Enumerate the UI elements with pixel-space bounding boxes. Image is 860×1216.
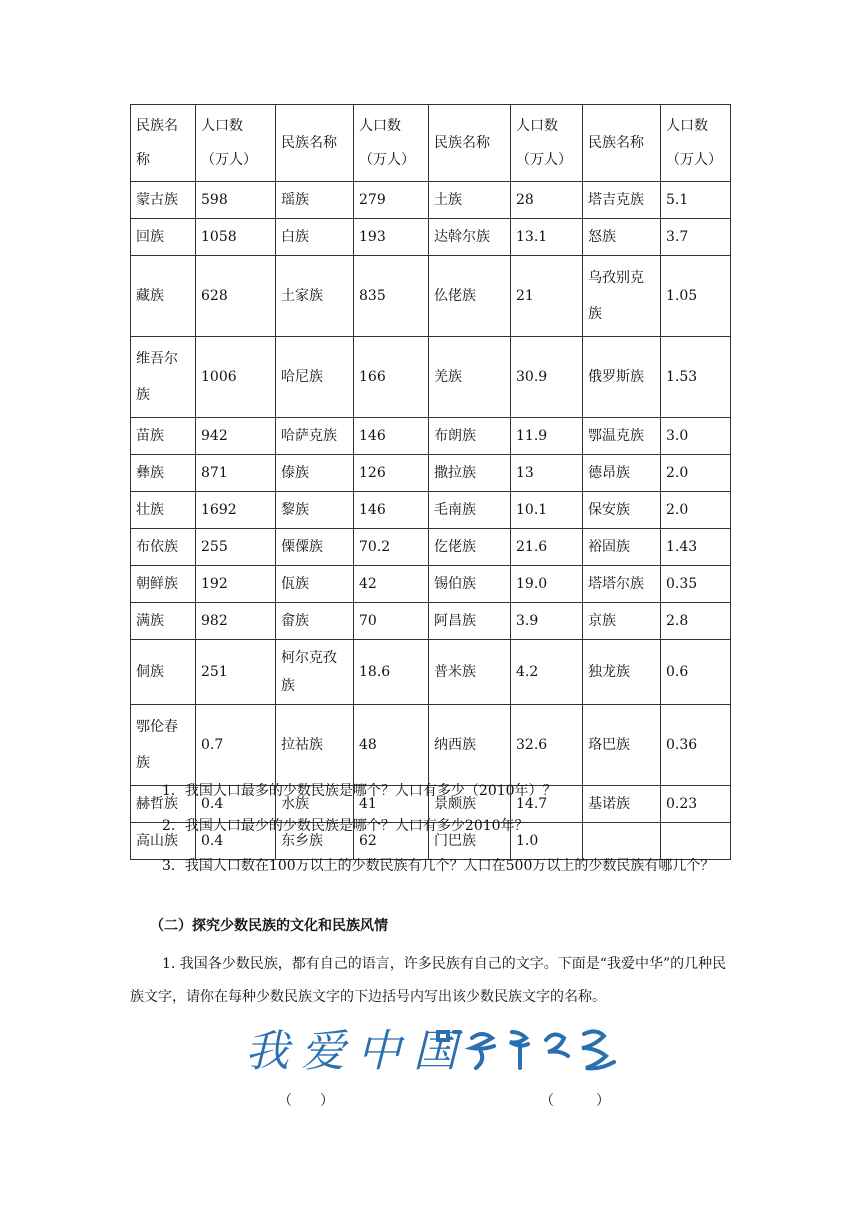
population-cell: 0.4 [196, 823, 276, 860]
table-row [131, 182, 731, 219]
population-cell: 30.9 [511, 337, 583, 418]
header-population: 人口数（万人） [354, 105, 429, 182]
table-header-row [131, 105, 731, 182]
population-cell: 5.1 [661, 182, 731, 219]
population-cell: 3.0 [661, 418, 731, 455]
population-cell: 41 [354, 786, 429, 823]
population-cell: 32.6 [511, 705, 583, 786]
question-2: 2．我国人口最少的少数民族是哪个？人口有多少2010年？ [162, 818, 529, 834]
ethnic-name-cell: 土家族 [276, 256, 354, 337]
header-ethnic-name: 民族名称 [276, 105, 354, 182]
intro-paragraph: 1. 我国各少数民族，都有自己的语言，许多民族有自己的文字。下面是“我爱中华”的几种民族文字，请你在每种少数民族文字的下边括号内写出该少数民族文字的名称。 [130, 956, 727, 1005]
header-population: 人口数（万人） [661, 105, 731, 182]
ethnic-name-cell: 纳西族 [429, 705, 511, 786]
ethnic-name-cell: 仫佬族 [429, 256, 511, 337]
ethnic-name-cell: 俄罗斯族 [583, 337, 661, 418]
population-cell: 279 [354, 182, 429, 219]
ethnic-name-cell: 哈萨克族 [276, 418, 354, 455]
table-row [131, 492, 731, 529]
ethnic-name-cell: 瑶族 [276, 182, 354, 219]
population-cell: 21 [511, 256, 583, 337]
ethnic-name-cell: 毛南族 [429, 492, 511, 529]
ethnic-name-cell: 阿昌族 [429, 603, 511, 640]
population-cell: 19.0 [511, 566, 583, 603]
population-cell: 62 [354, 823, 429, 860]
ethnic-name-cell: 羌族 [429, 337, 511, 418]
population-cell: 166 [354, 337, 429, 418]
ethnic-name-cell: 塔塔尔族 [583, 566, 661, 603]
chinese-script-text: 我爱中国 [245, 1026, 469, 1077]
ethnic-name-cell: 基诺族 [583, 786, 661, 823]
table-row [131, 219, 731, 256]
ethnic-name-cell: 东乡族 [276, 823, 354, 860]
ethnic-name-cell: 景颇族 [429, 786, 511, 823]
ethnic-name-cell: 拉祜族 [276, 705, 354, 786]
ethnic-name-cell: 侗族 [131, 640, 196, 705]
ethnic-name-cell: 土族 [429, 182, 511, 219]
ethnic-name-cell: 白族 [276, 219, 354, 256]
population-cell: 14.7 [511, 786, 583, 823]
population-cell: 3.7 [661, 219, 731, 256]
question-3: 3．我国人口数在100万以上的少数民族有几个？人口在500万以上的少数民族有哪几个？ [162, 858, 715, 874]
ethnic-name-cell: 锡伯族 [429, 566, 511, 603]
population-cell: 628 [196, 256, 276, 337]
population-cell: 255 [196, 529, 276, 566]
population-cell: 942 [196, 418, 276, 455]
population-cell: 1.43 [661, 529, 731, 566]
table-row [131, 566, 731, 603]
population-cell: 835 [354, 256, 429, 337]
population-cell: 13 [511, 455, 583, 492]
ethnic-name-cell: 鄂温克族 [583, 418, 661, 455]
ethnic-name-cell: 佤族 [276, 566, 354, 603]
header-ethnic-name: 民族名称 [131, 105, 196, 182]
population-cell: 0.7 [196, 705, 276, 786]
ethnic-name-cell: 乌孜别克族 [583, 256, 661, 337]
ethnic-name-cell: 畲族 [276, 603, 354, 640]
answer-blank-2[interactable]: （ ） [540, 1093, 610, 1109]
ethnic-name-cell: 德昂族 [583, 455, 661, 492]
ethnic-name-cell: 赫哲族 [131, 786, 196, 823]
table-row [131, 529, 731, 566]
table-row [131, 256, 731, 337]
population-cell: 13.1 [511, 219, 583, 256]
ethnic-name-cell: 京族 [583, 603, 661, 640]
ethnic-name-cell: 苗族 [131, 418, 196, 455]
table-row [131, 603, 731, 640]
ethnic-script-image [240, 1018, 660, 1080]
ethnic-name-cell: 布依族 [131, 529, 196, 566]
population-cell: 1692 [196, 492, 276, 529]
ethnic-name-cell: 布朗族 [429, 418, 511, 455]
ethnic-name-cell: 哈尼族 [276, 337, 354, 418]
population-cell: 2.0 [661, 455, 731, 492]
population-cell: 70 [354, 603, 429, 640]
population-cell: 2.0 [661, 492, 731, 529]
ethnic-name-cell: 门巴族 [429, 823, 511, 860]
population-cell: 0.36 [661, 705, 731, 786]
ethnic-name-cell: 保安族 [583, 492, 661, 529]
population-cell: 982 [196, 603, 276, 640]
population-cell: 871 [196, 455, 276, 492]
population-cell: 0.23 [661, 786, 731, 823]
table-row [131, 418, 731, 455]
population-cell: 146 [354, 418, 429, 455]
table-row [131, 640, 731, 705]
ethnic-name-cell: 鄂伦春族 [131, 705, 196, 786]
population-cell: 1.05 [661, 256, 731, 337]
population-cell: 10.1 [511, 492, 583, 529]
population-cell: 1006 [196, 337, 276, 418]
population-cell: 1.0 [511, 823, 583, 860]
population-cell: 146 [354, 492, 429, 529]
ethnic-name-cell: 珞巴族 [583, 705, 661, 786]
population-cell: 18.6 [354, 640, 429, 705]
population-cell: 42 [354, 566, 429, 603]
population-cell: 0.35 [661, 566, 731, 603]
population-cell: 193 [354, 219, 429, 256]
population-cell: 0.6 [661, 640, 731, 705]
table-row [131, 455, 731, 492]
ethnic-name-cell: 满族 [131, 603, 196, 640]
ethnic-name-cell: 高山族 [131, 823, 196, 860]
header-population: 人口数（万人） [196, 105, 276, 182]
population-cell: 192 [196, 566, 276, 603]
header-ethnic-name: 民族名称 [429, 105, 511, 182]
ethnic-name-cell: 傣族 [276, 455, 354, 492]
population-cell: 70.2 [354, 529, 429, 566]
ethnic-population-table [130, 104, 731, 860]
population-cell: 126 [354, 455, 429, 492]
ethnic-name-cell: 回族 [131, 219, 196, 256]
ethnic-name-cell: 维吾尔族 [131, 337, 196, 418]
population-cell: 0.4 [196, 786, 276, 823]
header-population: 人口数（万人） [511, 105, 583, 182]
population-cell: 4.2 [511, 640, 583, 705]
ethnic-name-cell: 怒族 [583, 219, 661, 256]
table-row [131, 705, 731, 786]
section-title: （二）探究少数民族的文化和民族风情 [150, 918, 388, 934]
ethnic-name-cell: 傈僳族 [276, 529, 354, 566]
population-cell: 3.9 [511, 603, 583, 640]
population-cell: 1058 [196, 219, 276, 256]
ethnic-name-cell: 撒拉族 [429, 455, 511, 492]
population-cell: 598 [196, 182, 276, 219]
ethnic-name-cell: 水族 [276, 786, 354, 823]
ethnic-name-cell: 仡佬族 [429, 529, 511, 566]
answer-blank-1[interactable]: （ ） [278, 1093, 334, 1109]
population-cell: 21.6 [511, 529, 583, 566]
population-cell: 251 [196, 640, 276, 705]
ethnic-name-cell: 蒙古族 [131, 182, 196, 219]
ethnic-name-cell: 普米族 [429, 640, 511, 705]
table-row [131, 337, 731, 418]
ethnic-name-cell: 黎族 [276, 492, 354, 529]
ethnic-name-cell: 彝族 [131, 455, 196, 492]
ethnic-name-cell: 壮族 [131, 492, 196, 529]
ethnic-name-cell: 独龙族 [583, 640, 661, 705]
population-cell: 1.53 [661, 337, 731, 418]
population-cell: 28 [511, 182, 583, 219]
ethnic-name-cell: 藏族 [131, 256, 196, 337]
question-1: 1．我国人口最多的少数民族是哪个？人口有多少（2010年）？ [162, 783, 557, 799]
ethnic-name-cell: 柯尔克孜族 [276, 640, 354, 705]
ethnic-name-cell: 达斡尔族 [429, 219, 511, 256]
population-cell: 2.8 [661, 603, 731, 640]
header-ethnic-name: 民族名称 [583, 105, 661, 182]
ethnic-name-cell: 塔吉克族 [583, 182, 661, 219]
population-cell: 48 [354, 705, 429, 786]
ethnic-name-cell: 朝鲜族 [131, 566, 196, 603]
population-cell: 11.9 [511, 418, 583, 455]
ethnic-name-cell: 裕固族 [583, 529, 661, 566]
